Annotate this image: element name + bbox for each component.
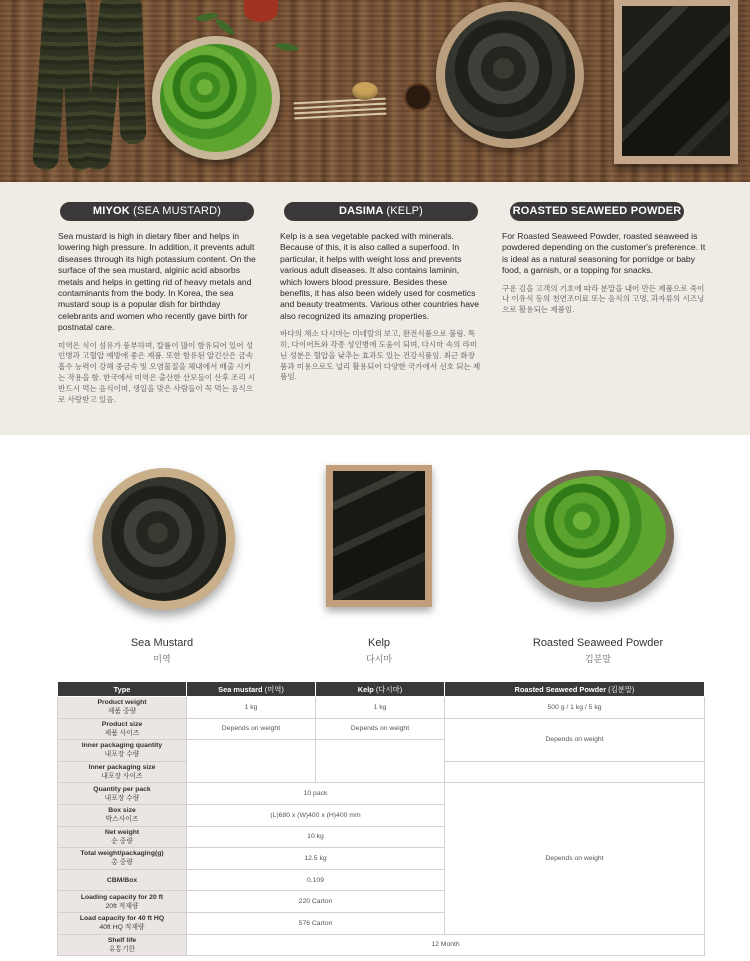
column-text-ko: 미역은 식이 섬유가 풍부하며, 칼륨이 많이 함유되어 있어 성인병과 고혈압 예방에 좋은 제품. 또한 함유된 알긴산은 금속 흡수 능력이 강해 중금속 및 오염물질을 체내에서 배출 시키는 작용을 함. 한국에서 미역은 출산한 산모들이 산후 조리 시 반드시 먹는 음식이며, 생일을 맞은 사람들이 꼭 먹는 음식으로 사랑받고 있음.	[58, 340, 256, 404]
column-text-ko: 구운 김을 고객의 기호에 따라 분말을 내어 만든 제품으로 죽이나 이유식 등의 천연조미료 또는 음식의 고명, 과자류의 시즈닝으로 활용되는 제품임.	[502, 283, 705, 315]
table-cell: 576 Carton	[187, 912, 445, 934]
column-title: MIYOK (SEA MUSTARD)	[60, 202, 254, 221]
sea-mustard-photo	[93, 468, 235, 610]
table-cell: Depends on weight	[316, 718, 445, 740]
table-row	[58, 718, 705, 740]
table-cell: 220 Carton	[187, 891, 445, 913]
table-cell: (L)680 x (W)400 x (H)400 mm	[187, 804, 445, 826]
column-text-en: Kelp is a sea vegetable packed with minerals. Because of this, it is also called a superfood. In particular, it helps with weight loss and prevents various adult diseases. It also contains laminin, which lowers blood pressure. Besides these benefits, it has also been widely used for cosmetics and beauty treatments. Various other countries have also recognized its amazing properties.	[280, 231, 480, 321]
sea-mustard-bowl-image	[436, 2, 584, 148]
table-cell: 12.5 kg	[187, 848, 445, 870]
table-cell: Depends on weight	[445, 718, 705, 761]
row-label: Inner packaging quantity 내포장 수량	[58, 740, 187, 762]
row-label: Load capacity for 40 ft HQ 40ft HQ 적재량	[58, 912, 187, 934]
header-sea-mustard: Sea mustard (미역)	[187, 682, 316, 697]
table-cell	[445, 761, 705, 783]
header-kelp: Kelp (다시마)	[316, 682, 445, 697]
row-label: Shelf life 유통기한	[58, 934, 187, 956]
roasted-powder-caption: Roasted Seaweed Powder 김분말	[532, 637, 664, 664]
seaweed-powder-photo	[518, 470, 674, 602]
table-cell: 0.109	[187, 869, 445, 891]
table-cell: 10 pack	[187, 783, 445, 805]
kelp-caption: Kelp 다시마	[365, 637, 393, 664]
table-cell: 10 kg	[187, 826, 445, 848]
row-label: Product weight 제품 중량	[58, 697, 187, 719]
row-label: Total weight/packaging(g) 총 중량	[58, 848, 187, 870]
row-label: Quantity per pack 내포장 수량	[58, 783, 187, 805]
spoon-image	[352, 82, 378, 100]
column-text-en: Sea mustard is high in dietary fiber and helps in lowering high pressure. In addition, it prevents adult diseases through its high potassium content. On the surface of the sea mustard, alginic acid absorbs metals and helps in getting rid of heavy metals and contaminants from the body. In Korea, the sea mustard soup is a popular dish for birthday celebrants and women who recently gave birth for postnatal care.	[58, 231, 256, 333]
powder-bowl-image	[152, 36, 280, 160]
red-garnish-image	[244, 0, 278, 22]
table-header-row	[58, 682, 705, 697]
row-label: Loading capacity for 20 ft 20ft 적재량	[58, 891, 187, 913]
dasima-description	[280, 202, 482, 383]
table-cell: Depends on weight	[187, 718, 316, 740]
kelp-photo	[326, 465, 432, 607]
table-cell: 1 kg	[316, 697, 445, 719]
table-cell: 1 kg	[187, 697, 316, 719]
header-roasted-powder: Roasted Seaweed Powder (김분말)	[445, 682, 705, 697]
table-row	[58, 697, 705, 719]
sea-mustard-caption: Sea Mustard 미역	[130, 637, 194, 664]
row-label: CBM/Box	[58, 869, 187, 891]
specification-table	[57, 681, 705, 956]
table-cell	[316, 740, 445, 783]
row-label: Product size 제품 사이즈	[58, 718, 187, 740]
column-title: DASIMA (KELP)	[284, 202, 478, 221]
row-label: Net weight 순 중량	[58, 826, 187, 848]
kelp-tray-image	[614, 0, 738, 164]
dried-kelp-strand	[115, 0, 146, 144]
column-text-ko: 바다의 채소 다시마는 미네랄의 보고, 완전식품으로 불림. 특히, 다이어트와 각종 성인병에 도움이 되며, 다시마 속의 라미닌 성분은 혈압을 낮추는 효과도 있는 건강식품임. 최근 화장품과 미용으로도 널리 활용되어 다양한 국가에서 선호 되는 제품임.	[280, 329, 481, 382]
row-label: Box size 박스사이즈	[58, 804, 187, 826]
table-cell: 500 g / 1 kg / 5 kg	[445, 697, 705, 719]
roasted-powder-description	[502, 202, 706, 316]
hero-banner	[0, 0, 750, 182]
sauce-dish-image	[404, 83, 432, 111]
row-label: Inner packaging size 내포장 사이즈	[58, 761, 187, 783]
table-cell	[187, 740, 316, 783]
description-section	[0, 182, 750, 435]
table-cell: 12 Month	[187, 934, 705, 956]
column-title: ROASTED SEAWEED POWDER	[510, 202, 684, 221]
header-type: Type	[58, 682, 187, 697]
column-text-en: For Roasted Seaweed Powder, roasted seaweed is powdered depending on the customer's preference. It is ideal as a natural seasoning for porridge or baby food, a garnish, or a topping for snacks.	[502, 231, 706, 276]
miyok-description	[58, 202, 256, 405]
table-row	[58, 934, 705, 956]
table-cell: Depends on weight	[445, 783, 705, 934]
table-row	[58, 783, 705, 805]
